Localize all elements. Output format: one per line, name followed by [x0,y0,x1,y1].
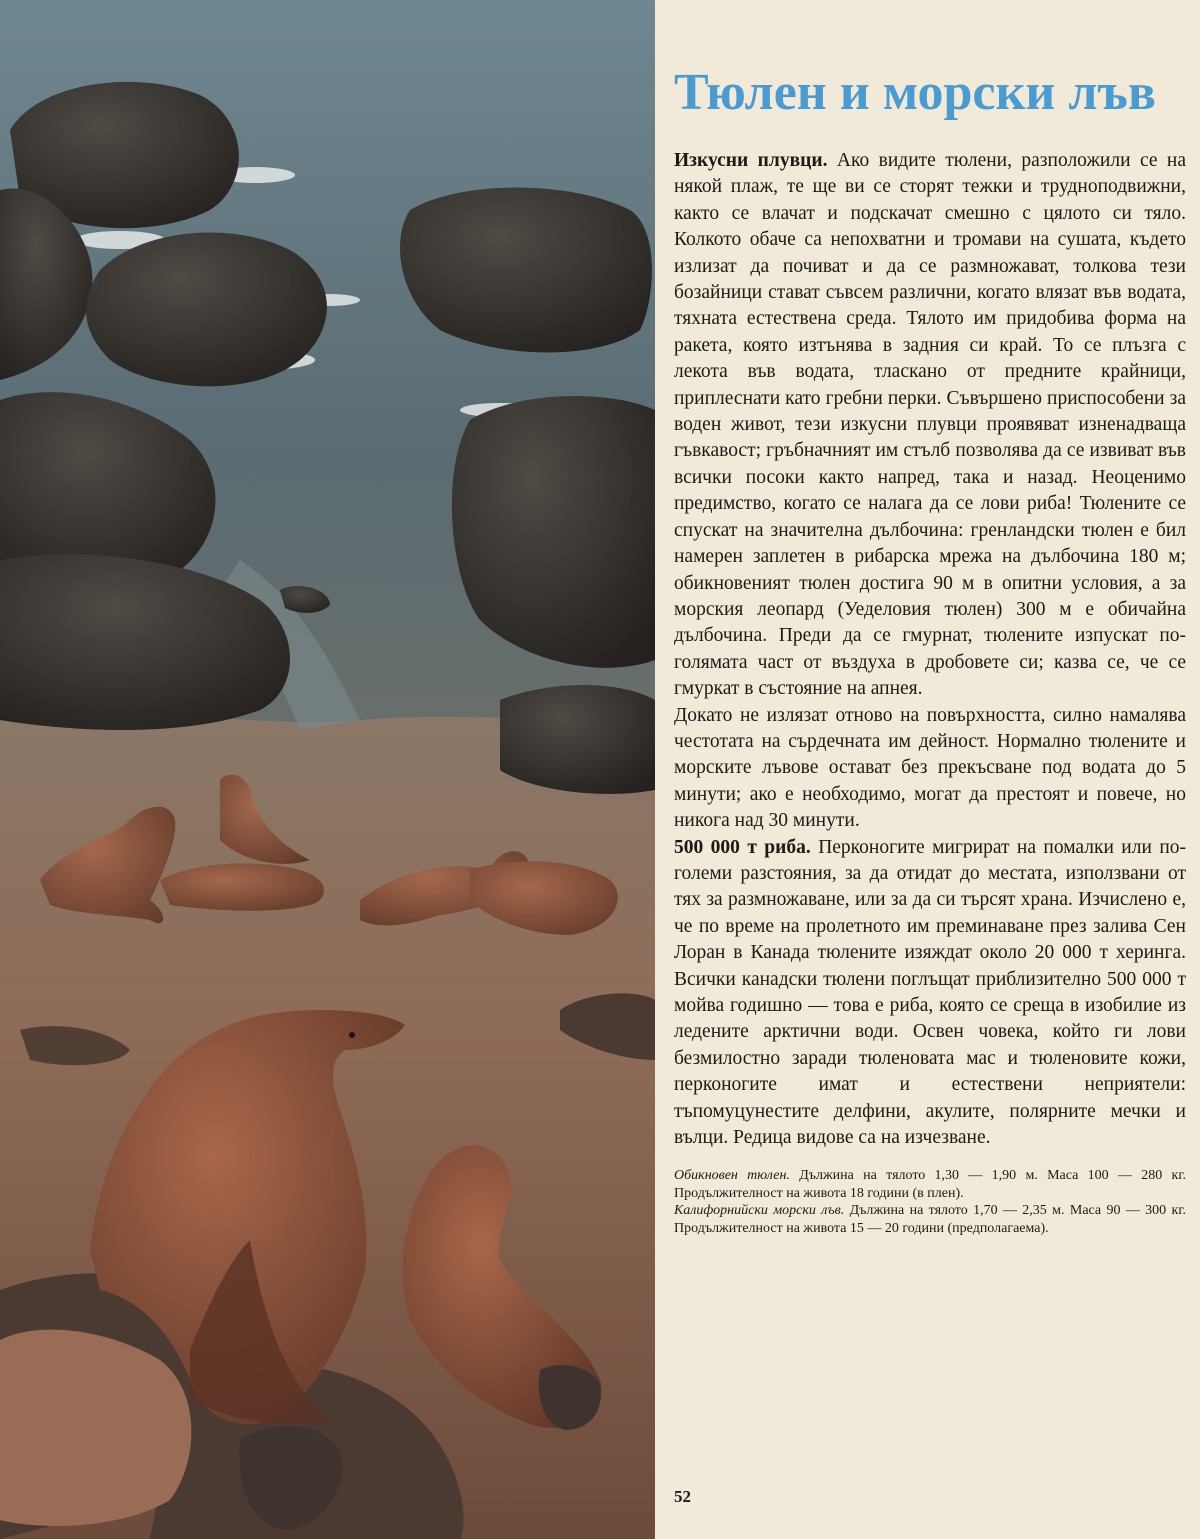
caption [674,1202,1186,1237]
paragraph-lead: Изкусни плувци. [674,150,828,171]
caption-term: Калифорнийски морски лъв. [674,1203,845,1219]
article-body [674,148,1186,1151]
caption-text: Дължина на тялото 1,70 — 2,35 м. Маса 90 — 300 кг. Продължителност на живота 15 — 20 години (предполагаема). [674,1203,1187,1236]
paragraph-text: Перконогите мигрират на помалки или по-големи разстояния, за да отидат до местата, използвани от тях за размножаване, или за да си търсят храна. Изчислено е, че по време на пролетното им преминаване през залива Сен Лоран в Канада тюлените изяждат около 20 000 т херинга. Всички канадски тюлени поглъщат приблизително 500 000 т мойва годишно — това е риба, която се среща в изобилие из ледените арктични води. Освен човека, който ги лови безмилостно заради тюленовата мас и тюленовите кожи, перконогите имат и естествени неприятели: тъпомуцунестите делфини, акулите, полярните мечки и вълци. Редица видове са на изчезване. [674,836,1186,1149]
species-captions [674,1167,1186,1237]
caption [674,1167,1186,1202]
text-column [674,58,1186,1237]
paragraph [674,835,1186,1152]
page-title: Тюлен и морски лъв [674,64,1156,121]
caption-text: Дължина на тялото 1,30 — 1,90 м. Маса 100 — 280 кг. Продължителност на живота 18 години (в плен). [674,1168,1186,1201]
paragraph-text: Ако видите тюлени, разположили се на някой плаж, те ще ви се сторят тежки и трудноподвижни, както се влачат и подскачат смешно с цялото си тяло. Колкото обаче са непохватни и тромави на сушата, където излизат да почиват и да се размножават, толкова тези бозайници стават съвсем различни, когато влязат във водата, тяхната естествена среда. Тялото им придобива форма на ракета, която изтънява в задния си край. То се плъзга с лекота във водата, тласкано от предните крайници, приплеснати като гребни перки. Съвършено приспособени за воден живот, тези изкусни плувци проявяват изненадваща гъвкавост; гръбначният им стълб позволява да се извиват във всички посоки както напред, така и назад. Неоценимо предимство, когато се налага да се лови риба! Тюлените се спускат на значителна дълбочина: гренландски тюлен е бил намерен заплетен в рибарска мрежа на дълбочина 180 м; обикновеният тюлен достига 90 м в опитни условия, а за морския леопард (Уеделовия тюлен) 300 м е обичайна дълбочина. Преди да се гмурнат, тюлените изпускат по-голямата част от въздуха в дробовете си; казва се, че се гмуркат в състояние на апнея. [674,150,1187,700]
paragraph-text: Докато не излязат отново на повърхността, силно намалява честотата на сърдечната им дейност. Нормално тюлените и морските лъвове остават без прекъсване под водата до 5 минути; ако е необходимо, могат да престоят и повече, но никога над 30 минути. [674,704,1186,832]
paragraph [674,148,1186,703]
caption-term: Обикновен тюлен. [674,1168,790,1184]
paragraph [674,703,1186,835]
paragraph-lead: 500 000 т риба. [674,836,811,858]
page-number: 52 [674,1487,691,1506]
